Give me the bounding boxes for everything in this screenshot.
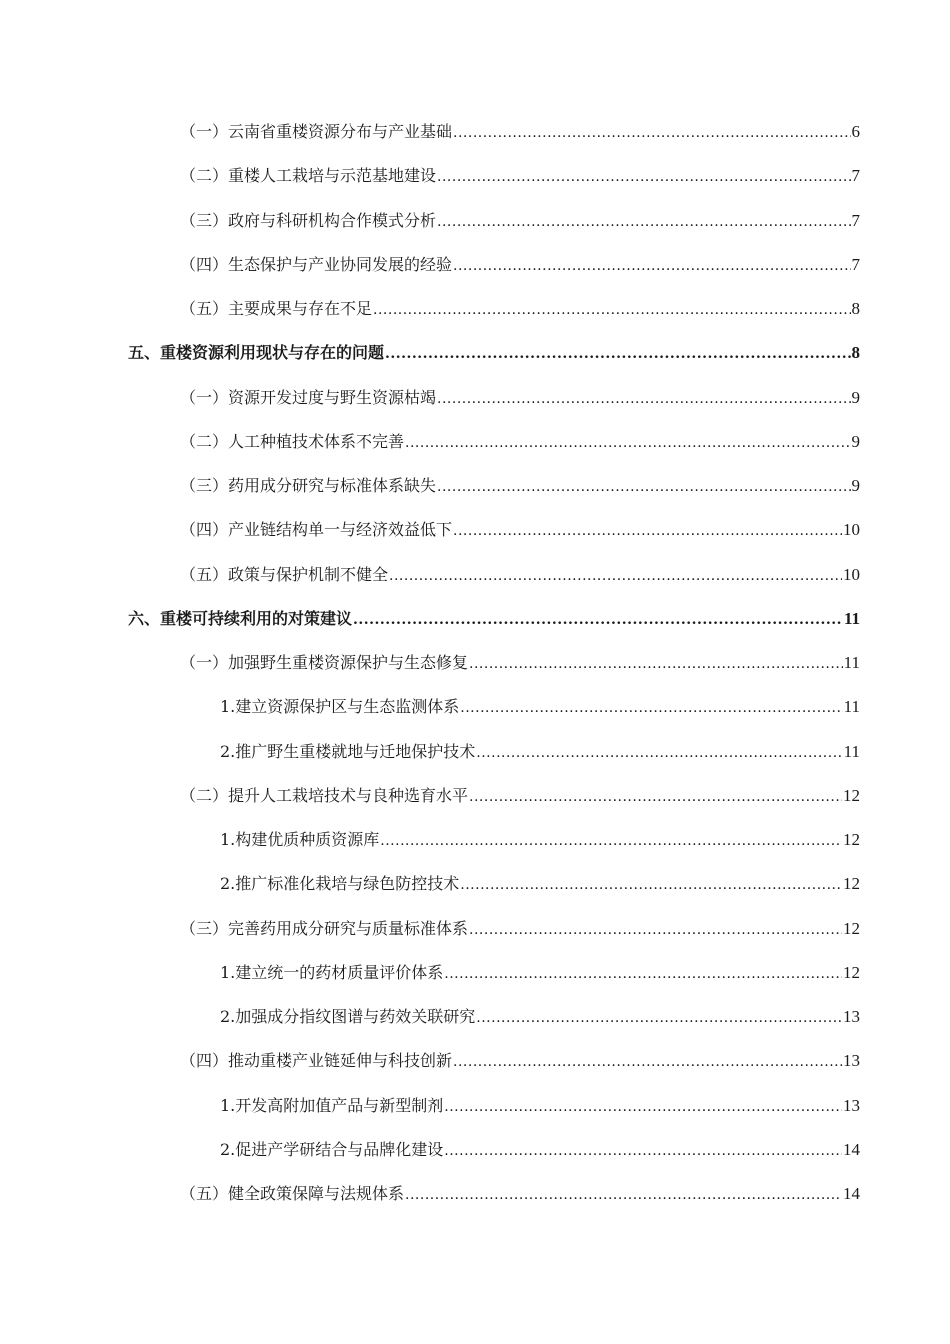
toc-dot-leader: [460, 697, 842, 717]
toc-entry-title: 1.开发高附加值产品与新型制剂: [220, 1095, 444, 1115]
toc-entry-title: （一）加强野生重楼资源保护与生态修复: [180, 653, 469, 672]
toc-dot-leader: [453, 255, 850, 275]
toc-section-entry[interactable]: [180, 1174, 860, 1204]
toc-chapter-entry[interactable]: [128, 599, 860, 629]
toc-section-entry[interactable]: [180, 201, 860, 231]
toc-entry-title: 1.建立资源保护区与生态监测体系: [220, 697, 460, 717]
toc-section-entry[interactable]: [180, 378, 860, 408]
toc-entry-title: （五）政策与保护机制不健全: [180, 564, 389, 584]
toc-page-number: 12: [843, 918, 860, 938]
toc-section-entry[interactable]: [180, 112, 860, 142]
toc-entry-title: 2.推广标准化栽培与绿色防控技术: [220, 874, 460, 894]
toc-page-number: 8: [851, 299, 860, 318]
toc-dot-leader: [405, 432, 850, 452]
toc-page-number: 11: [843, 697, 860, 717]
toc-dot-leader: [444, 963, 842, 983]
toc-subsection-entry[interactable]: [220, 687, 860, 717]
toc-subsection-entry[interactable]: [220, 953, 860, 983]
toc-subsection-entry[interactable]: [220, 1130, 860, 1160]
toc-entry-title: （三）政府与科研机构合作模式分析: [180, 210, 437, 230]
toc-page-number: 13: [843, 1051, 860, 1071]
toc-dot-leader: [476, 1007, 842, 1027]
toc-section-entry[interactable]: [180, 466, 860, 496]
toc-page-number: 9: [851, 476, 860, 495]
toc-page-number: 8: [851, 343, 860, 363]
toc-page-number: 14: [843, 1184, 860, 1203]
toc-subsection-entry[interactable]: [220, 820, 860, 850]
toc-page-number: 7: [851, 210, 860, 230]
toc-page-number: 12: [843, 830, 860, 849]
toc-page-number: 11: [843, 741, 860, 761]
toc-entry-title: （二）重楼人工栽培与示范基地建设: [180, 166, 437, 186]
toc-entry-title: （五）主要成果与存在不足: [180, 299, 373, 318]
toc-dot-leader: [444, 1140, 842, 1160]
toc-entry-title: （三）完善药用成分研究与质量标准体系: [180, 918, 469, 938]
toc-page-number: 12: [843, 962, 860, 982]
toc-dot-leader: [453, 520, 842, 540]
toc-dot-leader: [437, 388, 850, 408]
toc-entry-title: 2.加强成分指纹图谱与药效关联研究: [220, 1007, 476, 1026]
toc-page-number: 13: [843, 1095, 860, 1115]
toc-entry-title: 2.促进产学研结合与品牌化建设: [220, 1139, 444, 1159]
toc-dot-leader: [460, 874, 842, 894]
toc-section-entry[interactable]: [180, 422, 860, 452]
toc-section-entry[interactable]: [180, 510, 860, 540]
toc-entry-title: （五）健全政策保障与法规体系: [180, 1184, 405, 1203]
toc-page-number: 14: [843, 1139, 860, 1159]
toc-entry-title: 1.建立统一的药材质量评价体系: [220, 962, 444, 982]
toc-dot-leader: [437, 211, 850, 231]
toc-subsection-entry[interactable]: [220, 732, 860, 762]
toc-page-number: 7: [851, 254, 860, 274]
toc-entry-title: 五、重楼资源利用现状与存在的问题: [128, 343, 385, 363]
toc-dot-leader: [437, 476, 850, 496]
toc-section-entry[interactable]: [180, 555, 860, 585]
toc-entry-title: 2.推广野生重楼就地与迁地保护技术: [220, 741, 476, 761]
toc-page-number: 10: [843, 520, 860, 540]
toc-page-number: 9: [851, 387, 860, 407]
toc-subsection-entry[interactable]: [220, 997, 860, 1027]
toc-dot-leader: [389, 565, 842, 585]
toc-entry-title: （二）提升人工栽培技术与良种选育水平: [180, 785, 469, 805]
toc-entry-title: （一）云南省重楼资源分布与产业基础: [180, 122, 453, 141]
toc-dot-leader: [444, 1096, 842, 1116]
toc-dot-leader: [469, 786, 842, 806]
toc-section-entry[interactable]: [180, 289, 860, 319]
toc-dot-leader: [453, 122, 850, 142]
toc-page-number: 9: [851, 431, 860, 451]
toc-page-number: 12: [843, 874, 860, 894]
toc-section-entry[interactable]: [180, 643, 860, 673]
toc-subsection-entry[interactable]: [220, 864, 860, 894]
toc-page-number: 11: [843, 653, 860, 672]
toc-section-entry[interactable]: [180, 1041, 860, 1071]
toc-entry-title: 六、重楼可持续利用的对策建议: [128, 608, 353, 628]
toc-section-entry[interactable]: [180, 909, 860, 939]
toc-entry-title: （三）药用成分研究与标准体系缺失: [180, 476, 437, 495]
toc-section-entry[interactable]: [180, 156, 860, 186]
toc-section-entry[interactable]: [180, 245, 860, 275]
toc-entry-title: （二）人工种植技术体系不完善: [180, 431, 405, 451]
toc-chapter-entry[interactable]: [128, 333, 860, 363]
toc-page-number: 7: [851, 166, 860, 186]
toc-page-number: 12: [843, 785, 860, 805]
toc-dot-leader: [385, 343, 850, 363]
toc-entry-title: （一）资源开发过度与野生资源枯竭: [180, 387, 437, 407]
toc-entry-title: 1.构建优质种质资源库: [220, 830, 380, 849]
toc-subsection-entry[interactable]: [220, 1086, 860, 1116]
toc-page-number: 10: [843, 564, 860, 584]
toc-entry-title: （四）产业链结构单一与经济效益低下: [180, 520, 453, 540]
toc-dot-leader: [469, 653, 843, 673]
toc-dot-leader: [353, 609, 843, 629]
toc-page-number: 13: [843, 1007, 860, 1026]
toc-dot-leader: [405, 1184, 842, 1204]
toc-page-number: 6: [851, 122, 860, 141]
toc-page-number: 11: [843, 608, 860, 628]
toc-section-entry[interactable]: [180, 776, 860, 806]
toc-entry-title: （四）推动重楼产业链延伸与科技创新: [180, 1051, 453, 1071]
toc-dot-leader: [380, 830, 842, 850]
toc-entry-title: （四）生态保护与产业协同发展的经验: [180, 254, 453, 274]
toc-dot-leader: [469, 919, 842, 939]
toc-dot-leader: [476, 742, 842, 762]
toc-dot-leader: [453, 1051, 842, 1071]
toc-dot-leader: [373, 299, 850, 319]
toc-dot-leader: [437, 166, 850, 186]
